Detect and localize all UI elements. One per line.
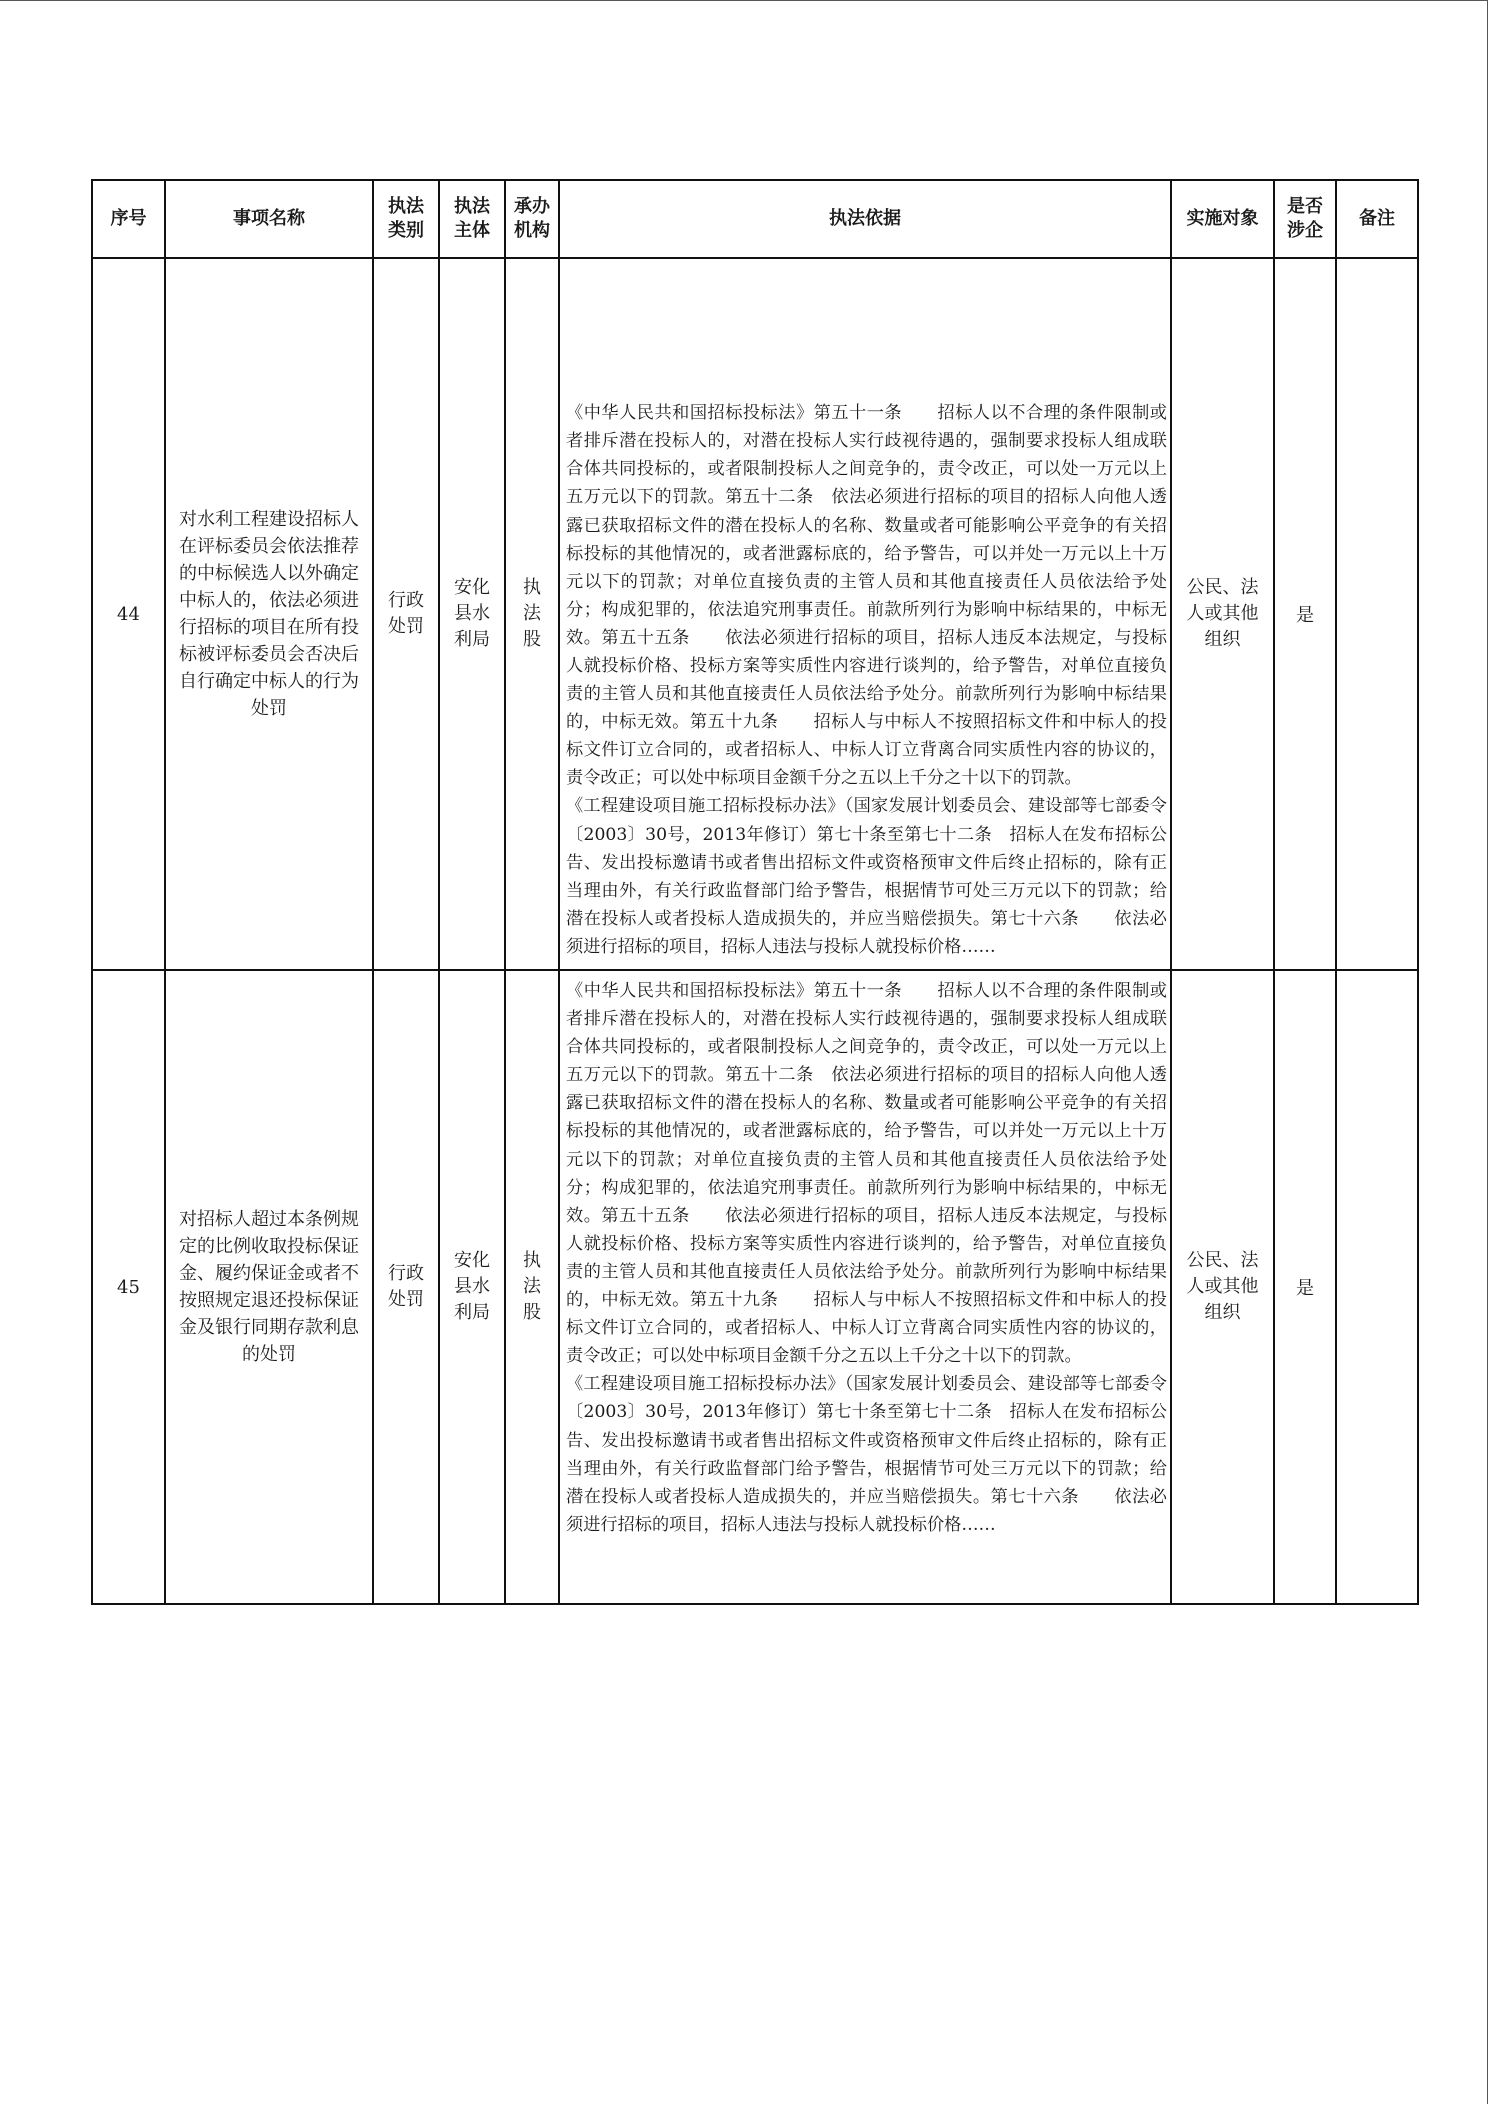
header-agency: 承办机构: [505, 180, 559, 258]
row-category: 行政处罚: [373, 970, 439, 1604]
row-enterprise: 是: [1274, 970, 1336, 1604]
row-target: 公民、法人或其他组织: [1171, 970, 1274, 1604]
legal-basis-paragraph: 《工程建设项目施工招标投标办法》（国家发展计划委员会、建设部等七部委令〔2003〕30号，2013年修订）第七十条至第七十二条 招标人在发布招标公告、发出投标邀请书或者售出招标文件或资格预审文件后终止招标的，除有正当理由外，有关行政监督部门给予警告，根据情节可处三万元以下的罚款；给潜在投标人或者投标人造成损失的，并应当赔偿损失。第七十六条 依法必须进行招标的项目，招标人违法与投标人就投标价格……: [566, 1374, 1167, 1535]
row-enterprise: 是: [1274, 258, 1336, 970]
table-header-row: [92, 180, 1418, 258]
legal-basis-paragraph: 《工程建设项目施工招标投标办法》（国家发展计划委员会、建设部等七部委令〔2003〕30号，2013年修订）第七十条至第七十二条 招标人在发布招标公告、发出投标邀请书或者售出招标文件或资格预审文件后终止招标的，除有正当理由外，有关行政监督部门给予警告，根据情节可处三万元以下的罚款；给潜在投标人或者投标人造成损失的，并应当赔偿损失。第七十六条 依法必须进行招标的项目，招标人违法与投标人就投标价格……: [566, 796, 1167, 957]
row-item-name: 对水利工程建设招标人在评标委员会依法推荐的中标候选人以外确定中标人的，依法必须进行招标的项目在所有投标被评标委员会否决后自行确定中标人的行为处罚: [165, 258, 373, 970]
header-enterprise: 是否涉企: [1274, 180, 1336, 258]
row-legal-basis: [559, 258, 1171, 970]
row-item-name: 对招标人超过本条例规定的比例收取投标保证金、履约保证金或者不按照规定退还投标保证金及银行同期存款利息的处罚: [165, 970, 373, 1604]
law-enforcement-table: [91, 179, 1419, 1605]
row-category: 行政处罚: [373, 258, 439, 970]
row-agency: 执法股: [505, 258, 559, 970]
header-remark: 备注: [1336, 180, 1418, 258]
page-top-edge: [0, 0, 1488, 1]
row-agency: 执法股: [505, 970, 559, 1604]
header-basis: 执法依据: [559, 180, 1171, 258]
row-remark: [1336, 258, 1418, 970]
header-name: 事项名称: [165, 180, 373, 258]
row-seq: 44: [92, 258, 165, 970]
row-target: 公民、法人或其他组织: [1171, 258, 1274, 970]
header-subject: 执法主体: [439, 180, 505, 258]
legal-basis-paragraph: 《中华人民共和国招标投标法》第五十一条 招标人以不合理的条件限制或者排斥潜在投标人的，对潜在投标人实行歧视待遇的，强制要求投标人组成联合体共同投标的，或者限制投标人之间竞争的，责令改正，可以处一万元以上五万元以下的罚款。第五十二条 依法必须进行招标的项目的招标人向他人透露已获取招标文件的潜在投标人的名称、数量或者可能影响公平竞争的有关招标投标的其他情况的，或者泄露标底的，给予警告，可以并处一万元以上十万元以下的罚款；对单位直接负责的主管人员和其他直接责任人员依法给予处分；构成犯罪的，依法追究刑事责任。前款所列行为影响中标结果的，中标无效。第五十五条 依法必须进行招标的项目，招标人违反本法规定，与投标人就投标价格、投标方案等实质性内容进行谈判的，给予警告，对单位直接负责的主管人员和其他直接责任人员依法给予处分。前款所列行为影响中标结果的，中标无效。第五十九条 招标人与中标人不按照招标文件和中标人的投标文件订立合同的，或者招标人、中标人订立背离合同实质性内容的协议的，责令改正；可以处中标项目金额千分之五以上千分之十以下的罚款。: [566, 981, 1167, 1367]
table-row: [92, 258, 1418, 970]
table-row: [92, 970, 1418, 1604]
row-seq: 45: [92, 970, 165, 1604]
row-remark: [1336, 970, 1418, 1604]
row-subject: 安化县水利局: [439, 970, 505, 1604]
header-seq: 序号: [92, 180, 165, 258]
header-target: 实施对象: [1171, 180, 1274, 258]
header-category: 执法类别: [373, 180, 439, 258]
row-legal-basis: [559, 970, 1171, 1604]
row-subject: 安化县水利局: [439, 258, 505, 970]
legal-basis-paragraph: 《中华人民共和国招标投标法》第五十一条 招标人以不合理的条件限制或者排斥潜在投标人的，对潜在投标人实行歧视待遇的，强制要求投标人组成联合体共同投标的，或者限制投标人之间竞争的，责令改正，可以处一万元以上五万元以下的罚款。第五十二条 依法必须进行招标的项目的招标人向他人透露已获取招标文件的潜在投标人的名称、数量或者可能影响公平竞争的有关招标投标的其他情况的，或者泄露标底的，给予警告，可以并处一万元以上十万元以下的罚款；对单位直接负责的主管人员和其他直接责任人员依法给予处分；构成犯罪的，依法追究刑事责任。前款所列行为影响中标结果的，中标无效。第五十五条 依法必须进行招标的项目，招标人违反本法规定，与投标人就投标价格、投标方案等实质性内容进行谈判的，给予警告，对单位直接负责的主管人员和其他直接责任人员依法给予处分。前款所列行为影响中标结果的，中标无效。第五十九条 招标人与中标人不按照招标文件和中标人的投标文件订立合同的，或者招标人、中标人订立背离合同实质性内容的协议的，责令改正；可以处中标项目金额千分之五以上千分之十以下的罚款。: [566, 403, 1167, 789]
